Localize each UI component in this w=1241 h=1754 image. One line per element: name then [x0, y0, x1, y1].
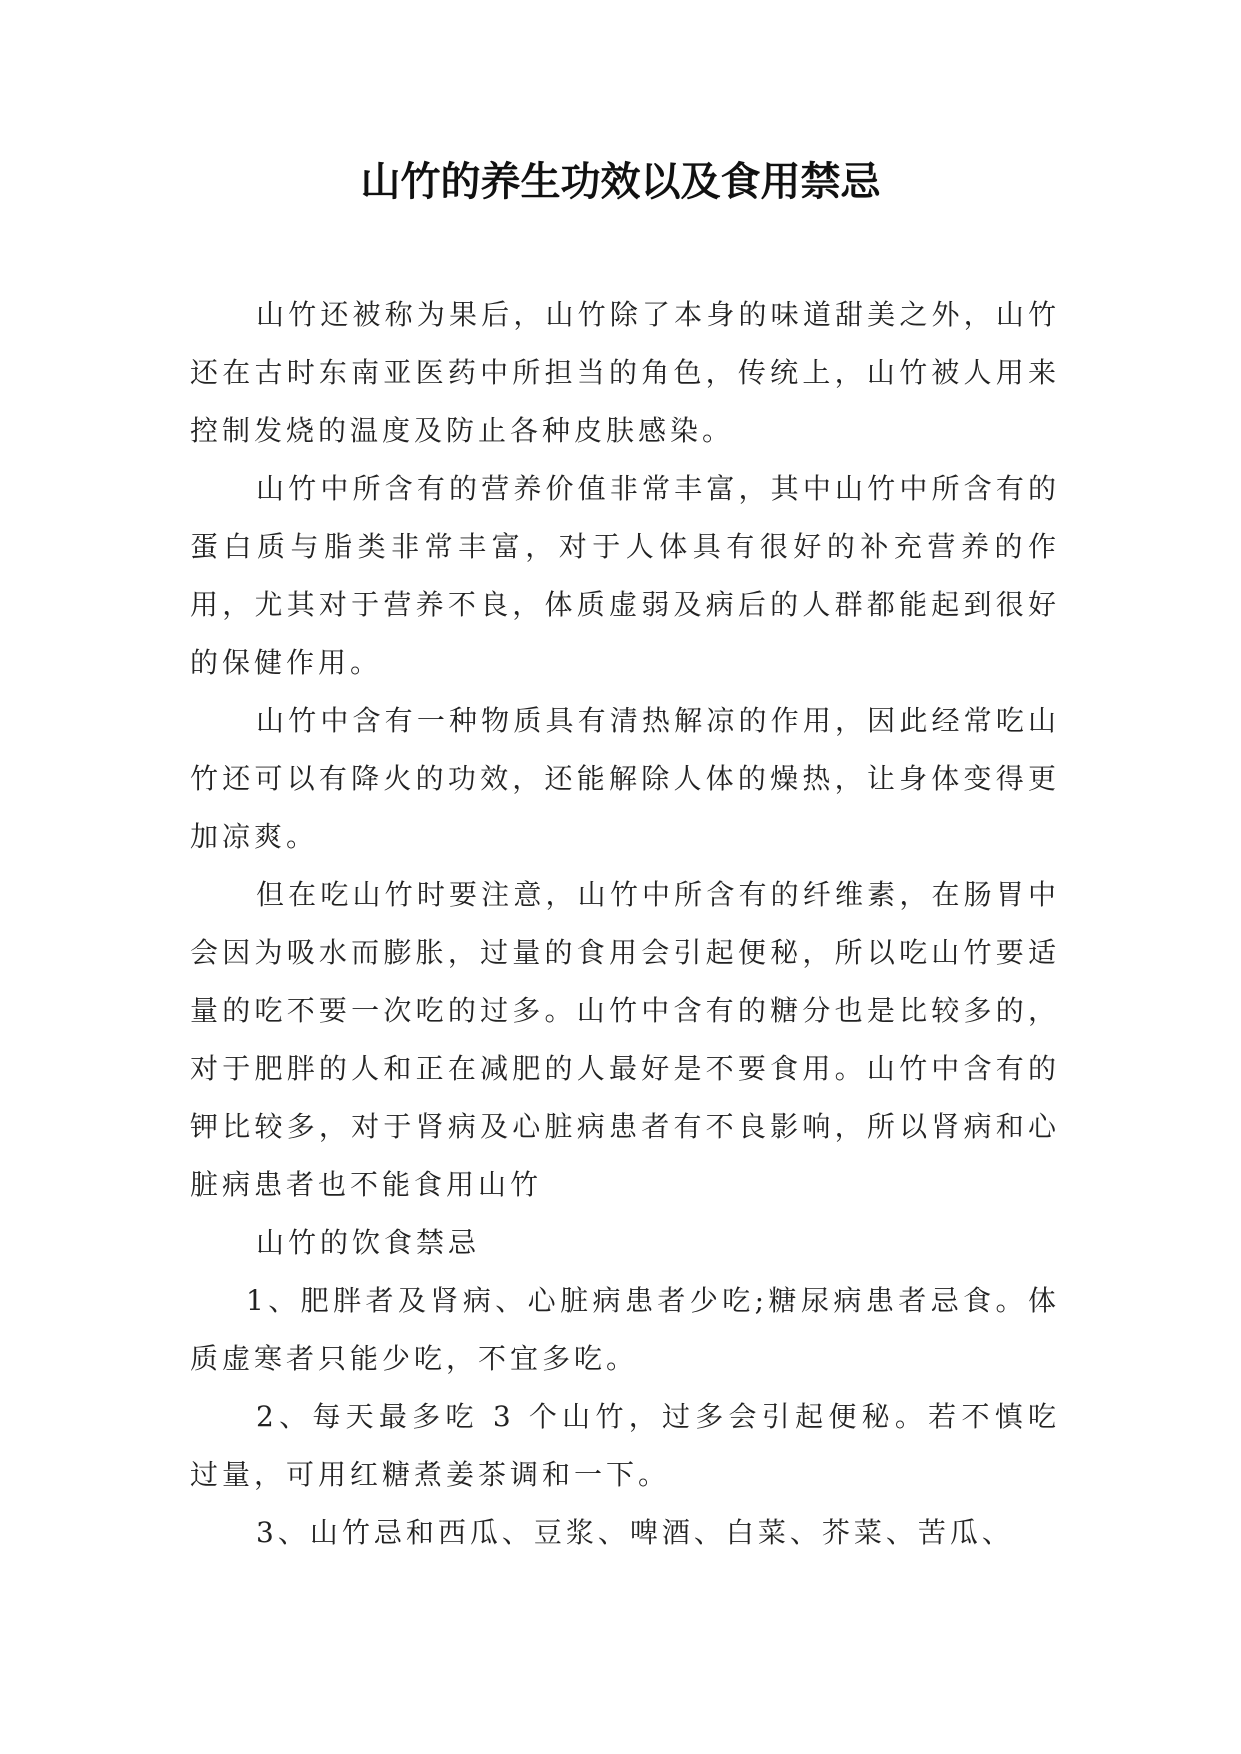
- paragraph-intro: 山竹还被称为果后，山竹除了本身的味道甜美之外，山竹还在古时东南亚医药中所担当的角色，传统上，山竹被人用来控制发烧的温度及防止各种皮肤感染。: [190, 298, 1060, 447]
- list-item-2: 2、每天最多吃 3 个山竹，过多会引起便秘。若不慎吃过量，可用红糖煮姜茶调和一下。: [190, 1400, 1060, 1491]
- list-item-1: 1、肥胖者及肾病、心脏病患者少吃;糖尿病患者忌食。体质虚寒者只能少吃，不宜多吃。: [190, 1284, 1060, 1375]
- paragraph-cooling: 山竹中含有一种物质具有清热解凉的作用，因此经常吃山竹还可以有降火的功效，还能解除人体的燥热，让身体变得更加凉爽。: [190, 704, 1060, 853]
- document-body: [190, 286, 1060, 1562]
- section-heading-taboos: 山竹的饮食禁忌: [256, 1226, 481, 1259]
- document-title: 山竹的养生功效以及食用禁忌: [360, 158, 881, 205]
- paragraph-nutrition: 山竹中所含有的营养价值非常丰富，其中山竹中所含有的蛋白质与脂类非常丰富，对于人体具有很好的补充营养的作用，尤其对于营养不良，体质虚弱及病后的人群都能起到很好的保健作用。: [190, 472, 1060, 679]
- list-item-3: 3、山竹忌和西瓜、豆浆、啤酒、白菜、芥菜、苦瓜、: [256, 1516, 1014, 1549]
- paragraph-caution: 但在吃山竹时要注意，山竹中所含有的纤维素，在肠胃中会因为吸水而膨胀，过量的食用会引起便秘，所以吃山竹要适量的吃不要一次吃的过多。山竹中含有的糖分也是比较多的，对于肥胖的人和正在减肥的人最好是不要食用。山竹中含有的钾比较多，对于肾病及心脏病患者有不良影响，所以肾病和心脏病患者也不能食用山竹: [190, 878, 1060, 1201]
